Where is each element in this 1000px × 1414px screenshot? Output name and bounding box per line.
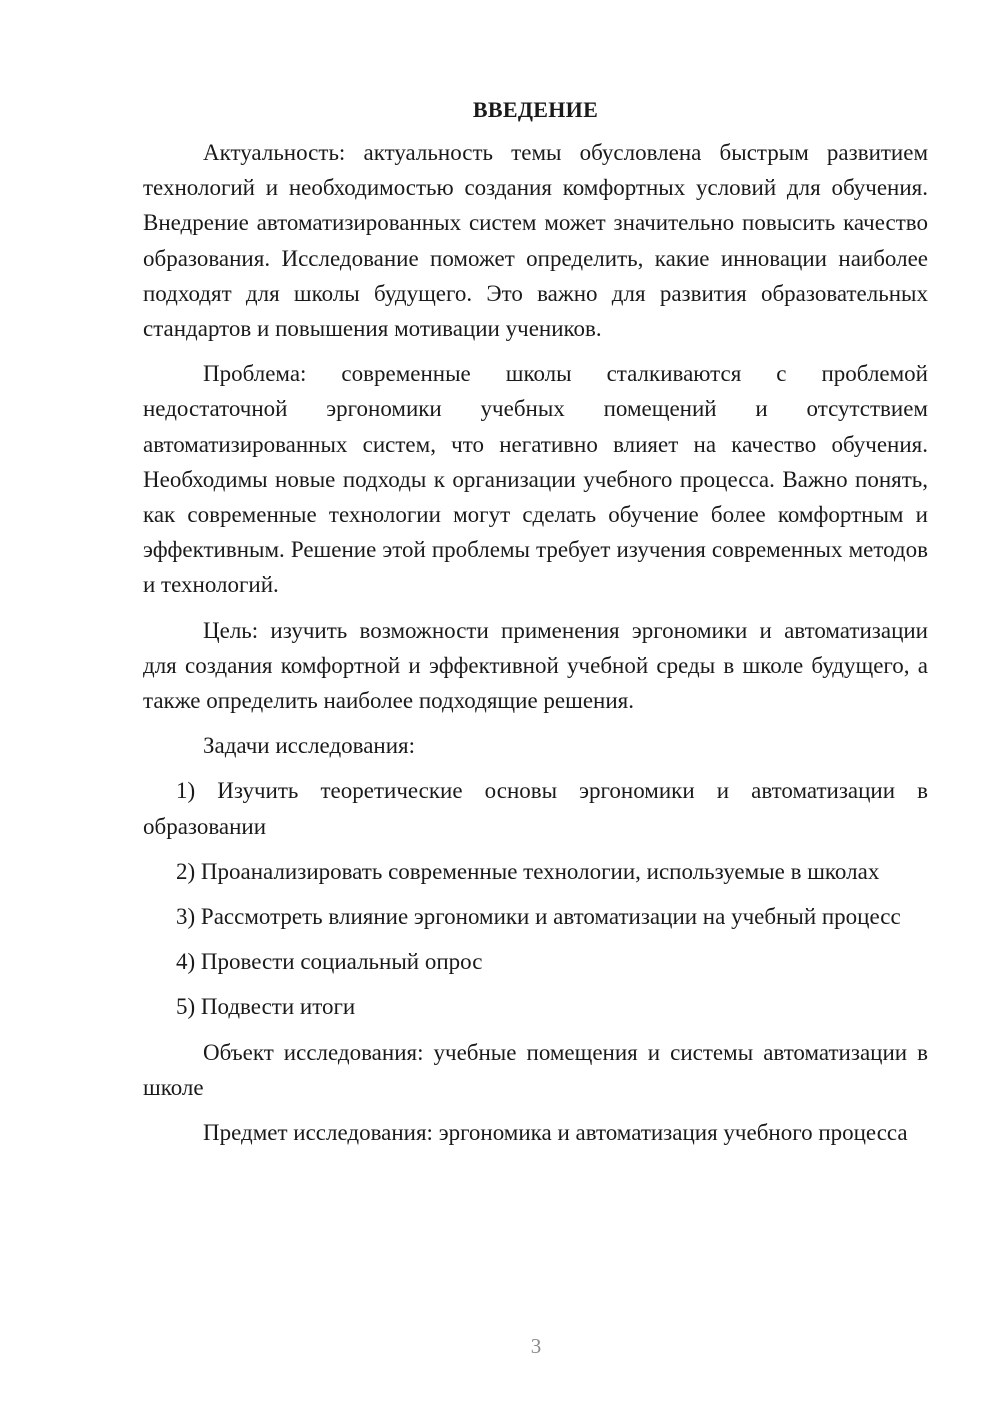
paragraph-object: Объект исследования: учебные помещения и системы автоматизации в школе (143, 1039, 928, 1100)
task-item-2: 2) Проанализировать современные технологии, используемые в школах (176, 858, 880, 884)
task-item-4: 4) Провести социальный опрос (176, 949, 483, 975)
document-page (143, 92, 928, 1160)
task-item-1: 1) Изучить теоретические основы эргономики и автоматизации в образовании (143, 778, 928, 839)
paragraph-problem: Проблема: современные школы сталкиваются с проблемой недостаточной эргономики учебных помещений и отсутствием автоматизированных систем, что негативно влияет на качество обучения. Необходимы новые подходы к организации учебного процесса. Важно понять, как современные технологии могут сделать обучение более комфортным и эффективным. Решение этой проблемы требует изучения современных методов и технологий. (143, 361, 928, 598)
page-title: ВВЕДЕНИЕ (472, 97, 599, 122)
paragraph-goal: Цель: изучить возможности применения эргономики и автоматизации для создания комфортной и эффективной учебной среды в школе будущего, а также определить наиболее подходящие решения. (143, 617, 928, 714)
task-item-3: 3) Рассмотреть влияние эргономики и автоматизации на учебный процесс (176, 904, 901, 930)
task-item-5: 5) Подвести итоги (176, 994, 356, 1020)
paragraph-subject: Предмет исследования: эргономика и автоматизация учебного процесса (203, 1120, 908, 1146)
page-number: 3 (530, 1334, 542, 1358)
paragraph-relevance: Актуальность: актуальность темы обусловлена быстрым развитием технологий и необходимостью создания комфортных условий для обучения. Внедрение автоматизированных систем может значительно повысить качество образования. Исследование поможет определить, какие инновации наиболее подходят для школы будущего. Это важно для развития образовательных стандартов и повышения мотивации учеников. (143, 140, 928, 342)
tasks-heading: Задачи исследования: (203, 733, 416, 759)
